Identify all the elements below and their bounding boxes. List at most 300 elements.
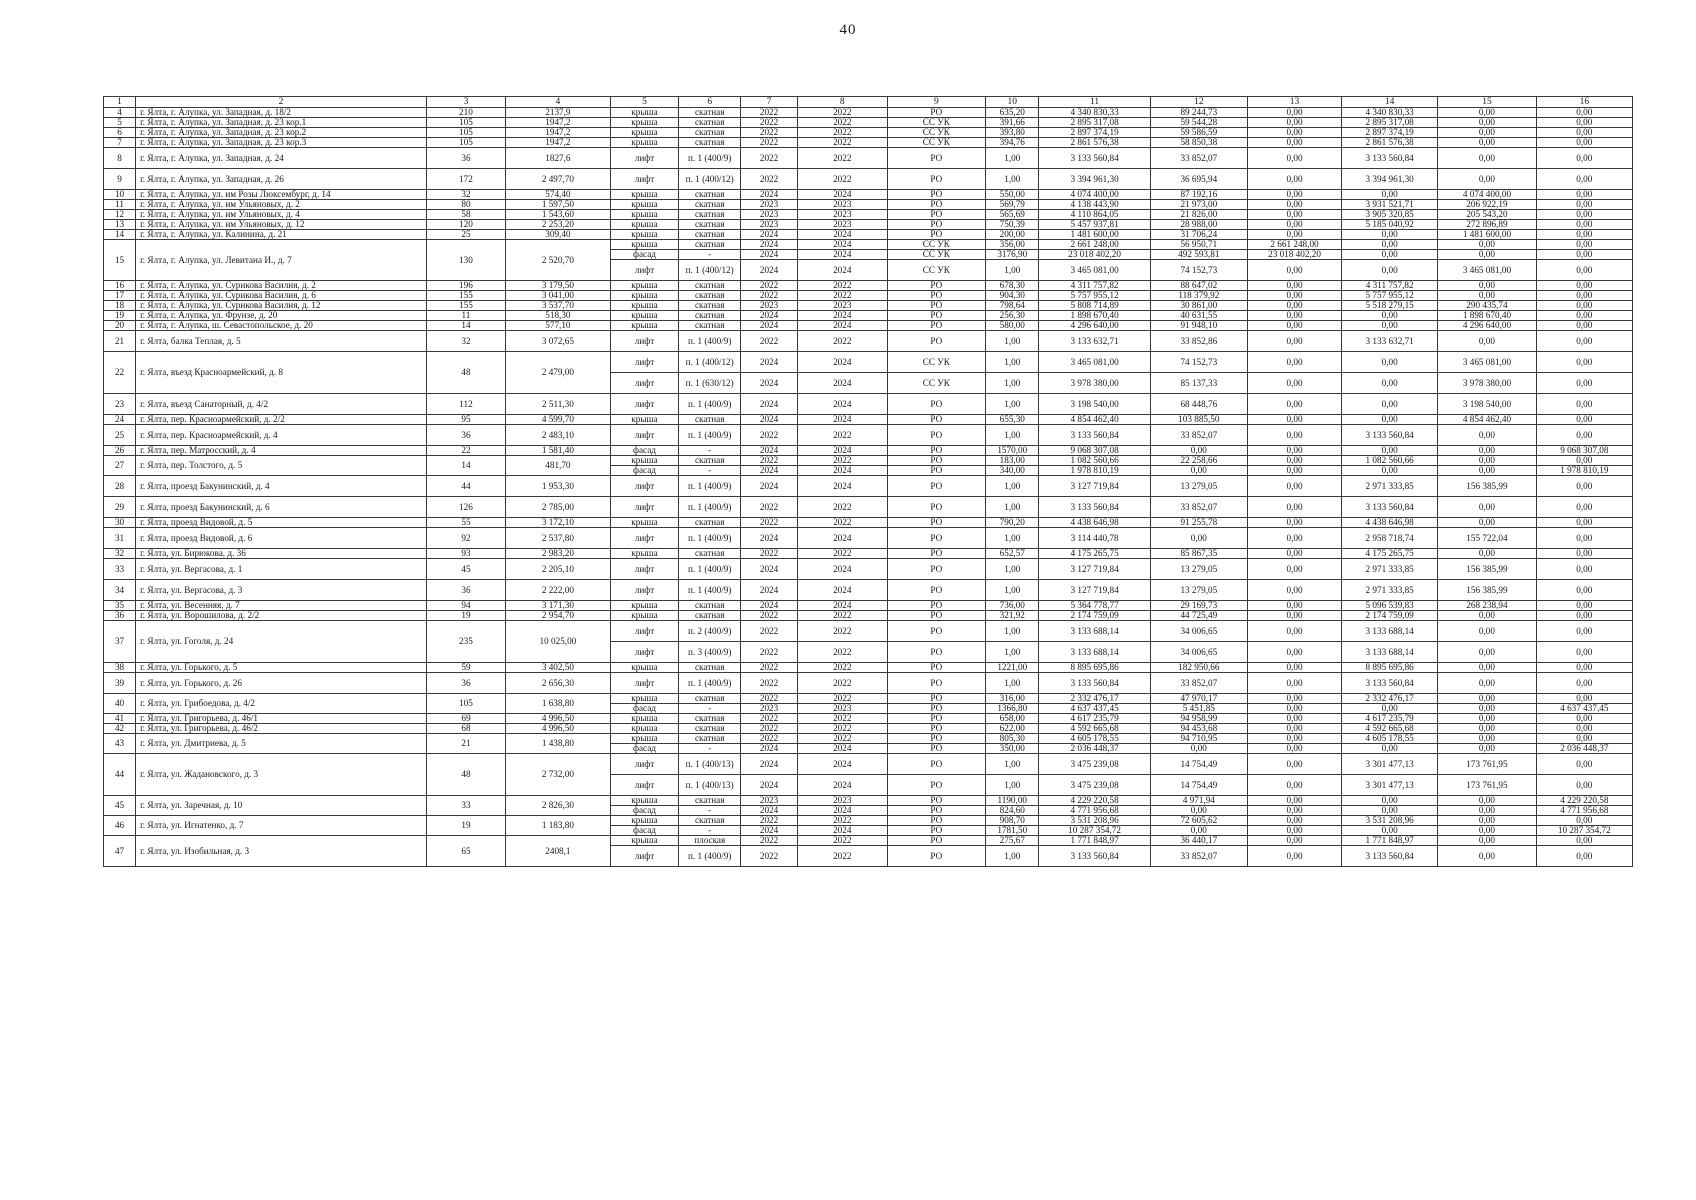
table-cell: 622,00 [986,724,1039,734]
table-cell: лифт [610,394,678,415]
table-cell: РО [887,220,985,230]
table-cell: 0,00 [1438,497,1536,518]
table-cell: РО [887,796,985,806]
table-cell: 0,00 [1247,528,1341,549]
table-cell: фасад [610,704,678,714]
table-cell: п. 1 (630/12) [679,373,741,394]
table-cell: лифт [610,642,678,663]
column-header: 15 [1438,97,1536,108]
table-cell: 10 025,00 [506,621,611,663]
table-cell: 0,00 [1247,456,1341,466]
table-cell: скатная [679,200,741,210]
table-cell: лифт [610,373,678,394]
table-cell: 14 [426,456,505,476]
table-row [104,190,1633,200]
table-cell: 3 171,30 [506,601,611,611]
table-cell: РО [887,210,985,220]
table-cell: 21 826,00 [1150,210,1247,220]
table-cell: 2 479,00 [506,352,611,394]
column-header: 12 [1150,97,1247,108]
table-cell: 0,00 [1536,734,1632,744]
table-cell: 2023 [797,200,887,210]
table-cell: г. Ялта, г. Алупка, ул. Западная, д. 23 кор.2 [136,128,427,138]
table-cell: 0,00 [1247,601,1341,611]
table-cell: 3 394 961,30 [1039,169,1150,190]
table-cell: 0,00 [1247,846,1341,867]
table-cell: 10 287 354,72 [1536,826,1632,836]
table-cell: 2022 [797,642,887,663]
table-cell: 5 518 279,15 [1342,301,1438,311]
table-cell: 2023 [797,796,887,806]
table-cell: 89 244,73 [1150,108,1247,118]
table-cell: 36 [426,673,505,694]
table-cell: 1 481 600,00 [1438,230,1536,240]
table-row [104,240,1633,250]
table-cell: 4 592 665,68 [1039,724,1150,734]
table-cell: 34 006,65 [1150,621,1247,642]
table-cell: СС УК [887,128,985,138]
table-cell: СС УК [887,138,985,148]
table-cell: 36 [426,148,505,169]
table-cell: 5 096 539,83 [1342,601,1438,611]
table-cell: 0,00 [1536,128,1632,138]
table-cell: крыша [610,415,678,425]
table-cell: 172 [426,169,505,190]
table-cell: 790,20 [986,518,1039,528]
table-cell: 0,00 [1247,373,1341,394]
table-cell: 2023 [741,796,798,806]
table-cell: г. Ялта, пер. Красноармейский, д. 2/2 [136,415,427,425]
table-cell: 2 897 374,19 [1342,128,1438,138]
table-cell: 2 732,00 [506,754,611,796]
table-cell: 0,00 [1438,704,1536,714]
table-cell: 112 [426,394,505,415]
table-cell: 3 133 560,84 [1342,673,1438,694]
table-cell: 2 537,80 [506,528,611,549]
table-cell: 1 978 810,19 [1039,466,1150,476]
table-cell: 31 706,24 [1150,230,1247,240]
table-cell: скатная [679,456,741,466]
header-row [104,97,1633,108]
column-header: 10 [986,97,1039,108]
table-cell: 1 898 670,40 [1039,311,1150,321]
table-cell: 0,00 [1247,775,1341,796]
table-cell: 0,00 [1247,301,1341,311]
table-cell: 3 172,10 [506,518,611,528]
table-cell: 2024 [741,321,798,331]
table-cell: крыша [610,301,678,311]
table-cell: 0,00 [1438,816,1536,826]
table-cell: п. 1 (400/12) [679,169,741,190]
table-cell: 4 296 640,00 [1438,321,1536,331]
table-cell: 40 [104,694,136,714]
table-cell: 2022 [797,108,887,118]
table-cell: 2024 [797,230,887,240]
table-cell: 2024 [797,190,887,200]
table-cell: 2022 [797,846,887,867]
table-cell: РО [887,549,985,559]
table-cell: 0,00 [1342,744,1438,754]
table-cell: 1,00 [986,352,1039,373]
table-cell: 91 255,78 [1150,518,1247,528]
table-cell: 26 [104,446,136,456]
table-cell: 2 785,00 [506,497,611,518]
table-cell: 6 [104,128,136,138]
table-row [104,724,1633,734]
table-cell: крыша [610,321,678,331]
table-cell: 2022 [741,734,798,744]
table-cell: 2 661 248,00 [1039,240,1150,250]
table-cell: 2022 [741,846,798,867]
table-cell: 2 958 718,74 [1342,528,1438,549]
table-cell: 0,00 [1438,148,1536,169]
table-cell: 0,00 [1247,466,1341,476]
table-cell: 2024 [797,250,887,260]
table-cell: 580,00 [986,321,1039,331]
table-cell: 0,00 [1536,200,1632,210]
table-cell: 33 [104,559,136,580]
table-cell: 33 852,07 [1150,425,1247,446]
table-cell: 68 448,76 [1150,394,1247,415]
table-cell: 33 852,07 [1150,673,1247,694]
table-cell: п. 1 (400/12) [679,260,741,281]
table-cell: 4 771 956,68 [1536,806,1632,816]
table-cell: 4 175 265,75 [1342,549,1438,559]
table-cell: - [679,250,741,260]
table-cell: СС УК [887,373,985,394]
table-cell: 4 340 830,33 [1039,108,1150,118]
table-row [104,230,1633,240]
table-cell: 908,70 [986,816,1039,826]
table-cell: 196 [426,281,505,291]
table-cell: 0,00 [1536,169,1632,190]
table-cell: г. Ялта, ул. Горького, д. 5 [136,663,427,673]
table-cell: лифт [610,352,678,373]
table-row [104,138,1633,148]
table-cell: крыша [610,230,678,240]
table-cell: 2024 [741,826,798,836]
table-cell: 68 [426,724,505,734]
table-cell: 3 531 208,96 [1342,816,1438,826]
table-cell: РО [887,311,985,321]
table-cell: 2 174 759,09 [1039,611,1150,621]
table-cell: 0,00 [1536,754,1632,775]
table-cell: крыша [610,549,678,559]
table-cell: г. Ялта, г. Алупка, ул. им Ульяновых, д. 2 [136,200,427,210]
table-cell: 1 438,80 [506,734,611,754]
table-cell: 1,00 [986,497,1039,518]
table-cell: 1570,00 [986,446,1039,456]
table-cell: 3 465 081,00 [1438,352,1536,373]
table-cell: лифт [610,775,678,796]
table-cell: 0,00 [1438,281,1536,291]
table-cell: 2023 [741,301,798,311]
table-cell: п. 1 (400/9) [679,425,741,446]
table-cell: 2024 [797,446,887,456]
table-cell: 0,00 [1438,836,1536,846]
table-cell: 4 110 864,05 [1039,210,1150,220]
table-cell: 4 311 757,82 [1039,281,1150,291]
table-cell: 0,00 [1438,642,1536,663]
table-cell: лифт [610,754,678,775]
table-cell: 2022 [797,714,887,724]
table-cell: 0,00 [1536,714,1632,724]
table-cell: 2022 [741,118,798,128]
table-cell: 0,00 [1342,394,1438,415]
table-cell: 3 133 688,14 [1039,621,1150,642]
table-row [104,148,1633,169]
table-cell: 9 068 307,08 [1536,446,1632,456]
table-cell: 0,00 [1536,281,1632,291]
table-cell: 2024 [797,352,887,373]
table-cell: 2 971 333,85 [1342,580,1438,601]
table-cell: 44 [104,754,136,796]
table-cell: 0,00 [1438,169,1536,190]
table-cell: 2024 [741,775,798,796]
table-cell: лифт [610,169,678,190]
table-cell: 46 [104,816,136,836]
column-header: 4 [506,97,611,108]
table-cell: 0,00 [1342,704,1438,714]
table-cell: 2022 [741,138,798,148]
table-cell: 0,00 [1342,190,1438,200]
table-cell: крыша [610,210,678,220]
table-cell: 39 [104,673,136,694]
table-cell: 3 465 081,00 [1438,260,1536,281]
table-cell: 0,00 [1342,311,1438,321]
table-cell: 87 192,16 [1150,190,1247,200]
table-cell: 0,00 [1247,549,1341,559]
table-cell: 3 402,50 [506,663,611,673]
table-cell: 0,00 [1438,331,1536,352]
table-cell: 0,00 [1536,190,1632,200]
table-cell: 2022 [741,128,798,138]
table-cell: 4 637 437,45 [1536,704,1632,714]
table-cell: г. Ялта, г. Алупка, ул. им Ульяновых, д. 12 [136,220,427,230]
table-cell: 16 [104,281,136,291]
table-cell: 32 [426,331,505,352]
table-cell: г. Ялта, ул. Вергасова, д. 3 [136,580,427,601]
table-cell: 565,69 [986,210,1039,220]
table-cell: 0,00 [1247,210,1341,220]
table-cell: 7 [104,138,136,148]
table-cell: 8 [104,148,136,169]
table-cell: г. Ялта, г. Алупка, ул. Западная, д. 26 [136,169,427,190]
table-cell: скатная [679,321,741,331]
table-cell: г. Ялта, ул. Григорьева, д. 46/2 [136,724,427,734]
table-cell: 0,00 [1247,260,1341,281]
table-cell: 2022 [797,281,887,291]
table-cell: 40 631,55 [1150,311,1247,321]
table-row [104,394,1633,415]
table-cell: 8 895 695,86 [1039,663,1150,673]
table-cell: 23 018 402,20 [1247,250,1341,260]
table-cell: 94 710,95 [1150,734,1247,744]
table-cell: 0,00 [1438,744,1536,754]
table-cell: 34 006,65 [1150,642,1247,663]
table-cell: крыша [610,796,678,806]
table-cell: 2 897 374,19 [1039,128,1150,138]
table-cell: 2 205,10 [506,559,611,580]
table-cell: РО [887,734,985,744]
table-cell: 0,00 [1438,694,1536,704]
table-cell: 0,00 [1247,446,1341,456]
table-cell: г. Ялта, въезд Санаторный, д. 4/2 [136,394,427,415]
table-cell: 0,00 [1247,138,1341,148]
table-cell: 2024 [797,806,887,816]
table-cell: 2022 [741,497,798,518]
table-cell: 32 [104,549,136,559]
table-cell: 3 133 560,84 [1039,497,1150,518]
table-cell: 9 [104,169,136,190]
table-cell: 1,00 [986,169,1039,190]
table-cell: 2023 [741,704,798,714]
table-cell: лифт [610,476,678,497]
table-cell: г. Ялта, балка Теплая, д. 5 [136,331,427,352]
table-cell: крыша [610,816,678,826]
table-cell: 2024 [797,466,887,476]
table-cell: СС УК [887,260,985,281]
table-cell: 2 661 248,00 [1247,240,1341,250]
table-cell: лифт [610,673,678,694]
table-cell: 3176,90 [986,250,1039,260]
table-cell: 2 511,30 [506,394,611,415]
table-cell: п. 1 (400/9) [679,148,741,169]
table-cell: 0,00 [1247,816,1341,826]
table-cell: г. Ялта, проезд Бакунинский, д. 4 [136,476,427,497]
table-cell: 2022 [797,518,887,528]
table-cell: 2022 [741,425,798,446]
table-cell: 1,00 [986,846,1039,867]
column-header: 16 [1536,97,1632,108]
table-cell: г. Ялта, г. Алупка, ул. Западная, д. 23 кор.1 [136,118,427,128]
table-cell: 0,00 [1342,230,1438,240]
table-cell: скатная [679,549,741,559]
table-cell: 394,76 [986,138,1039,148]
column-header: 7 [741,97,798,108]
table-cell: РО [887,291,985,301]
table-cell: 0,00 [1438,425,1536,446]
table-cell: 2022 [741,621,798,642]
table-cell: 2024 [797,601,887,611]
table-cell: 2024 [741,230,798,240]
table-cell: 2 036 448,37 [1536,744,1632,754]
table-cell: г. Ялта, г. Алупка, ул. Сурикова Василия, д. 2 [136,281,427,291]
table-cell: г. Ялта, г. Алупка, ул. им Розы Люксембург, д. 14 [136,190,427,200]
table-cell: РО [887,744,985,754]
table-cell: 3 301 477,13 [1342,754,1438,775]
table-cell: 4 996,50 [506,714,611,724]
table-cell: скатная [679,230,741,240]
table-cell: 13 279,05 [1150,559,1247,580]
table-cell: 4 340 830,33 [1342,108,1438,118]
table-cell: г. Ялта, ул. Жадановского, д. 3 [136,754,427,796]
table-cell: 2022 [741,714,798,724]
table-cell: 42 [104,724,136,734]
table-cell: 36 [104,611,136,621]
table-cell: 2022 [797,456,887,466]
table-cell: крыша [610,311,678,321]
table-cell: 14 [426,321,505,331]
table-cell: - [679,466,741,476]
table-cell: 0,00 [1342,352,1438,373]
table-cell: 92 [426,528,505,549]
table-cell: 85 867,35 [1150,549,1247,559]
table-row [104,118,1633,128]
table-cell: 11 [104,200,136,210]
table-cell: 22 [426,446,505,456]
table-cell: 0,00 [1247,826,1341,836]
table-cell: 0,00 [1247,796,1341,806]
table-cell: 2024 [797,321,887,331]
table-cell: 1947,2 [506,128,611,138]
table-cell: 2 253,20 [506,220,611,230]
table-cell: 55 [426,518,505,528]
table-cell: 2024 [797,754,887,775]
table-cell: п. 1 (400/9) [679,331,741,352]
table-cell: 0,00 [1536,118,1632,128]
table-cell: 1,00 [986,673,1039,694]
table-cell: 0,00 [1438,734,1536,744]
table-cell: СС УК [887,240,985,250]
table-cell: 15 [104,240,136,281]
table-cell: 23 018 402,20 [1039,250,1150,260]
table-cell: 2024 [741,806,798,816]
table-cell: 2022 [741,836,798,846]
table-row [104,559,1633,580]
table-cell: 2022 [797,425,887,446]
table-cell: 5 757 955,12 [1342,291,1438,301]
table-cell: фасад [610,806,678,816]
table-cell: г. Ялта, проезд Видовой, д. 6 [136,528,427,549]
table-header [104,97,1633,108]
table-cell: 156 385,99 [1438,559,1536,580]
table-cell: г. Ялта, г. Алупка, ул. Западная, д. 24 [136,148,427,169]
table-cell: 43 [104,734,136,754]
table-cell: 2022 [741,673,798,694]
table-row [104,621,1633,642]
table-cell: 4 854 462,40 [1438,415,1536,425]
table-cell: 210 [426,108,505,118]
table-cell: 550,00 [986,190,1039,200]
column-header: 5 [610,97,678,108]
table-cell: 1 082 560,66 [1342,456,1438,466]
table-cell: 4 592 665,68 [1342,724,1438,734]
table-cell: г. Ялта, пер. Матросский, д. 4 [136,446,427,456]
table-cell: РО [887,301,985,311]
table-cell: 0,00 [1536,108,1632,118]
table-cell: 2 483,10 [506,425,611,446]
table-cell: 30 [104,518,136,528]
table-cell: 1 581,40 [506,446,611,456]
column-header: 11 [1039,97,1150,108]
table-cell: 2022 [797,611,887,621]
table-cell: 48 [426,352,505,394]
column-header: 2 [136,97,427,108]
table-cell: - [679,744,741,754]
table-cell: 0,00 [1247,291,1341,301]
table-row [104,415,1633,425]
table-cell: 0,00 [1536,559,1632,580]
table-cell: 2022 [741,169,798,190]
table-cell: 4 854 462,40 [1039,415,1150,425]
table-cell: 2022 [797,118,887,128]
table-cell: 4 617 235,79 [1039,714,1150,724]
table-cell: 105 [426,118,505,128]
table-cell: 2023 [797,704,887,714]
table-cell: 0,00 [1438,466,1536,476]
table-cell: 1 771 848,97 [1342,836,1438,846]
